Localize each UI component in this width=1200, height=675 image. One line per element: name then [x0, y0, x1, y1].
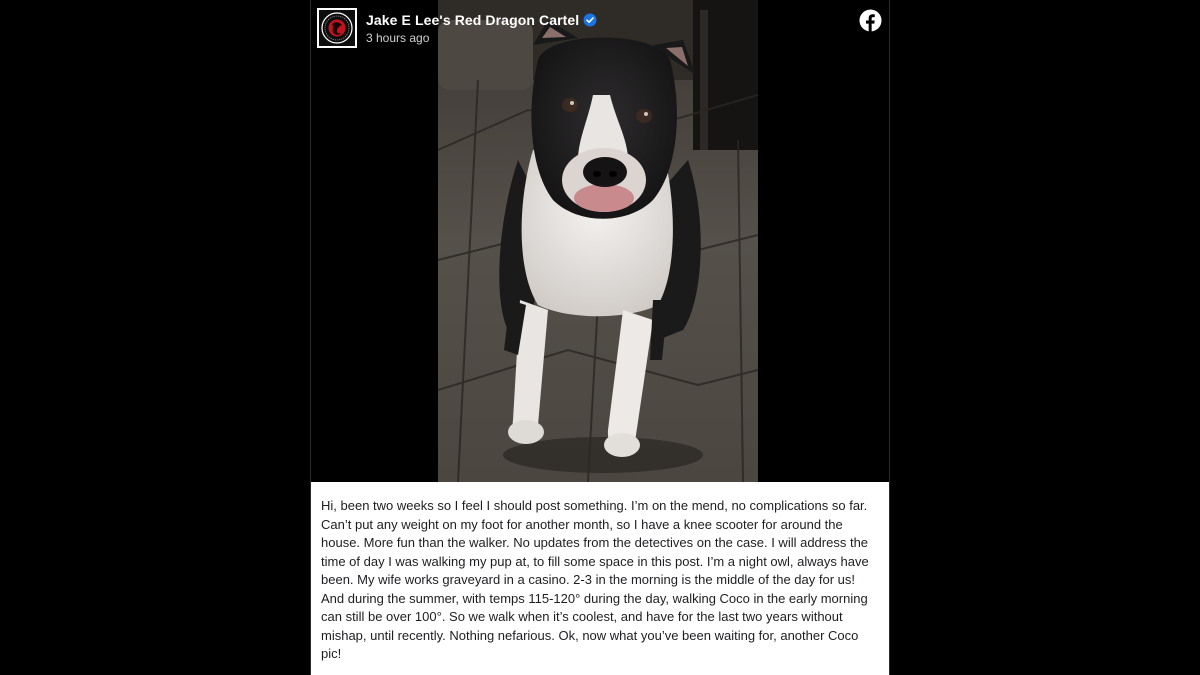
- facebook-post-card: [310, 0, 890, 675]
- post-timestamp[interactable]: 3 hours ago: [366, 30, 430, 45]
- red-dragon-cartel-logo: [320, 11, 354, 45]
- post-media: [311, 0, 889, 482]
- post-header: [317, 8, 597, 48]
- post-body-text: Hi, been two weeks so I feel I should post something. I’m on the mend, no complications so far. Can’t put any weight on my foot for another month, so I have a knee scooter for around the house. More fun than the walker. No updates from the detectives on the case. I will address the time of day I was walking my pup at, to fill some space in this post. I’m a night owl, always have been. My wife works graveyard in a casino. 2-3 in the morning is the middle of the day for us! And during the summer, with temps 115-120° during the day, walking Coco in the early morning can still be over 100°. So we walk when it’s coolest, and have for the last two years without mishap, until recently. Nothing nefarious. Ok, now what you’ve been waiting for, another Coco pic!: [311, 482, 889, 675]
- dog-photo[interactable]: [438, 0, 758, 482]
- facebook-logo-icon: [859, 9, 882, 32]
- page-name-row: [366, 12, 597, 28]
- page-name-link[interactable]: Jake E Lee's Red Dragon Cartel: [366, 11, 580, 28]
- post-header-text: [366, 12, 597, 45]
- verified-badge-icon: [583, 13, 597, 27]
- page-avatar[interactable]: [317, 8, 357, 48]
